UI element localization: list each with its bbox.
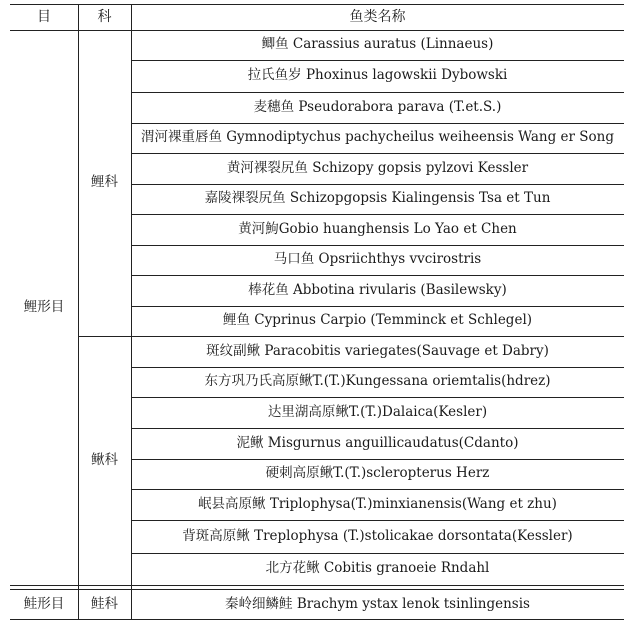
- species-cell: 嘉陵裸裂尻鱼 Schizopgopsis Kialingensis Tsa et Tun: [204, 190, 551, 207]
- species-cell: 达里湖高原鳅T.(T.)Dalaica(Kesler): [267, 403, 488, 420]
- species-cell: 东方巩乃氏高原鳅T.(T.)Kungessana oriemtalis(hdrez): [204, 373, 551, 390]
- species-cell: 黄河鮈Gobio huanghensis Lo Yao et Chen: [238, 220, 517, 237]
- species-cell: 棒花鱼 Abbotina rivularis (Basilewsky): [248, 281, 507, 298]
- table-bottom-rule: [10, 619, 624, 620]
- species-cell: 鲫鱼 Carassius auratus (Linnaeus): [261, 36, 494, 53]
- species-cell: 渭河裸重唇鱼 Gymnodiptychus pachycheilus weiheensis Wang er Song: [140, 129, 615, 146]
- species-cell: 马口鱼 Opsriichthys vvcirostris: [273, 251, 482, 268]
- species-cell: 背斑高原鳅 Treplophysa (T.)stolicakae dorsontata(Kessler): [182, 527, 573, 544]
- order-cell: 鲤形目: [23, 298, 65, 315]
- species-cell: 鲤鱼 Cyprinus Carpio (Temminck et Schlegel): [222, 312, 533, 329]
- family-cell: 鲤科: [91, 174, 118, 191]
- family-cell: 鲑科: [91, 595, 118, 612]
- header-species: 鱼类名称: [349, 9, 406, 25]
- species-cell: 北方花鳅 Cobitis granoeie Rndahl: [265, 560, 490, 577]
- species-cell: 斑纹副鳅 Paracobitis variegates(Sauvage et Dabry): [206, 342, 549, 359]
- header-order: 目: [37, 9, 51, 25]
- order-cell: 鲑形目: [23, 595, 65, 612]
- family-cell: 鳅科: [91, 451, 118, 468]
- species-cell: 麦穗鱼 Pseudorabora parava (T.et.S.): [253, 98, 502, 115]
- species-cell: 拉氏鱼岁 Phoxinus lagowskii Dybowski: [247, 67, 508, 84]
- group-divider-top-rule: [10, 585, 624, 586]
- species-cell: 黄河裸裂尻鱼 Schizopy gopsis pylzovi Kessler: [226, 159, 529, 176]
- species-cell: 秦岭细鳞鲑 Brachym ystax lenok tsinlingensis: [225, 595, 530, 612]
- species-cell: 泥鳅 Misgurnus anguillicaudatus(Cdanto): [236, 434, 519, 451]
- species-cell: 硬刺高原鳅T.(T.)scleropterus Herz: [265, 465, 490, 482]
- species-cell: 岷县高原鳅 Triplophysa(T.)minxianensis(Wang et zhu): [198, 495, 557, 512]
- header-family: 科: [97, 9, 112, 25]
